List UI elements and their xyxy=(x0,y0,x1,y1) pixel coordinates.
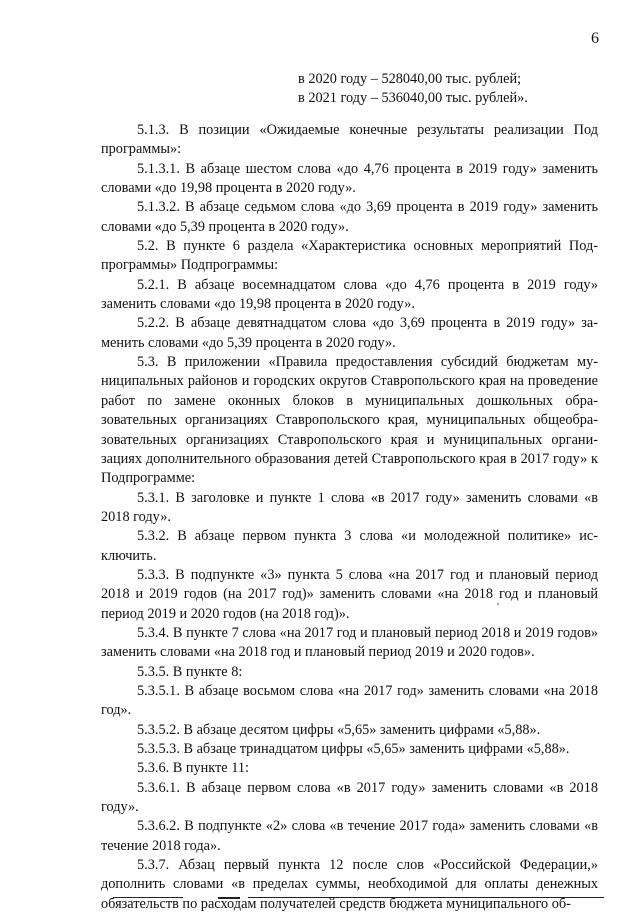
text-line: дение работ по замене оконных блоков в муниципальных дошкольных обра xyxy=(101,373,598,409)
text-line: программы»: xyxy=(101,141,182,158)
paragraph-5-2-2 xyxy=(101,314,598,353)
paragraph-5-2-1 xyxy=(101,276,598,315)
text-line: 5.3. В приложении «Правила предоставления субсидий бюджетам му xyxy=(137,354,598,371)
text-line: 2018 и 2019 годов (на 2017 год)» заменить словами «на 2018 год и плановый xyxy=(101,586,598,603)
paragraph-5-3-4 xyxy=(101,624,598,663)
text-line: 5.1.3. В позиции «Ожидаемые конечные результаты реализации Под xyxy=(137,122,598,138)
footer-rule-right xyxy=(248,897,604,898)
text-line: 5.2.1. В абзаце восемнадцатом слова «до 4,76 процента в 2019 году» xyxy=(137,276,598,293)
text-line: заменить словами «до 19,98 процента в 2020 году». xyxy=(101,296,415,313)
text-line: «в 2018 году». xyxy=(101,489,598,525)
paragraph-5-3-3 xyxy=(101,566,598,624)
paragraph-5-3 xyxy=(101,353,598,488)
text-line: нить словами «до 5,39 процента в 2020 году». xyxy=(101,199,598,235)
text-line: зациях дополнительного образования детей Ставропольского края в 2017 го xyxy=(101,450,566,467)
text-line: 5.3.6. В пункте 11: xyxy=(137,760,249,777)
text-line: 5.3.7. Абзац первый пункта 12 после слов «Российской Федерации,» xyxy=(137,857,598,874)
paragraph-5-1-3 xyxy=(101,121,598,160)
text-line: 5.3.5.1. В абзаце восьмом слова «на 2017 год» заменить словами xyxy=(137,682,539,699)
scan-speck xyxy=(497,603,499,605)
paragraph-5-3-5-1 xyxy=(101,682,598,721)
text-line: период 2019 и 2020 годов (на 2018 год)». xyxy=(101,605,350,622)
footer-rule-middle xyxy=(218,897,240,899)
paragraph-5-1-3-1 xyxy=(101,160,598,199)
paragraph-5-2 xyxy=(101,237,598,276)
footer-rule-left xyxy=(113,897,183,898)
text-line: зовательных организациях Ставропольского края и муниципальных органи xyxy=(101,431,598,448)
text-line: программы» Подпрограммы: xyxy=(101,257,279,274)
text-line: 5.3.1. В заголовке и пункте 1 слова «в 2017 году» заменить словами xyxy=(137,489,578,506)
text-line: ду» к Подпрограмме: xyxy=(101,450,598,487)
paragraph-5-3-6-2 xyxy=(101,817,598,856)
paragraph-5-3-7 xyxy=(101,856,598,914)
text-line: «на 2018 год». xyxy=(101,682,598,719)
page-number: 6 xyxy=(591,30,599,47)
budget-line-2021: в 2021 году – 536040,00 тыс. рублей». xyxy=(298,90,528,106)
text-line: 5.1.3.2. В абзаце седьмом слова «до 3,69 процента в 2019 году» заме xyxy=(137,199,570,216)
text-line: дополнить словами «в пределах суммы, необходимой для оплаты денежных xyxy=(101,876,598,893)
text-line: 5.2.2. В абзаце девятнадцатом слова «до 3,69 процента в 2019 году» за xyxy=(137,315,598,332)
budget-line-2020: в 2020 году – 528040,00 тыс. рублей; xyxy=(298,71,522,87)
document-body xyxy=(101,121,598,914)
text-line: ниципальных районов и городских округов Ставропольского края на прове xyxy=(101,373,563,390)
paragraph-5-3-2 xyxy=(101,527,598,566)
text-line: обязательств по расходам получателей средств бюджета муниципального об- xyxy=(101,895,571,912)
paragraph-5-3-5-3 xyxy=(101,740,598,759)
text-line: 5.1.3.1. В абзаце шестом слова «до 4,76 процента в 2019 году» заменить xyxy=(137,160,598,177)
paragraph-5-3-6 xyxy=(101,759,598,778)
text-line: 5.3.4. В пункте 7 слова «на 2017 год и плановый период 2018 и 2019 го xyxy=(137,624,570,641)
text-line: «в течение 2018 года». xyxy=(101,818,598,854)
text-line: 5.3.3. В подпункте «3» пункта 5 слова «на 2017 год и плановый период xyxy=(137,566,598,583)
text-line: 5.3.6.2. В подпункте «2» слова «в течение 2017 года» заменить словами xyxy=(137,818,580,835)
paragraph-5-3-1 xyxy=(101,489,598,528)
paragraph-5-3-5 xyxy=(101,663,598,682)
text-line: зовательных организациях Ставропольского края, муниципальных общеобра xyxy=(101,412,598,429)
text-line: 5.3.2. В абзаце первом пункта 3 слова «и молодежной политике» ис xyxy=(137,528,598,545)
paragraph-5-3-5-2 xyxy=(101,721,598,740)
text-line: 5.3.5.3. В абзаце тринадцатом цифры «5,65» заменить цифрами «5,88». xyxy=(137,741,570,757)
paragraph-5-3-6-1 xyxy=(101,779,598,818)
text-line: 5.2. В пункте 6 раздела «Характеристика основных мероприятий Под xyxy=(137,238,598,255)
text-line: 5.3.6.1. В абзаце первом слова «в 2017 году» заменить словами xyxy=(137,779,544,796)
text-line: ключить. xyxy=(101,547,157,564)
text-line: 5.3.5.2. В абзаце десятом цифры «5,65» заменить цифрами «5,88». xyxy=(137,721,541,738)
text-line: «в 2018 году». xyxy=(101,779,598,816)
text-line: дов» заменить словами «на 2018 год и плановый период 2019 и 2020 годов». xyxy=(101,624,598,661)
paragraph-5-1-3-2 xyxy=(101,198,598,237)
text-line: 5.3.5. В пункте 8: xyxy=(137,663,243,680)
text-line: менить словами «до 5,39 процента в 2020 году». xyxy=(101,334,396,351)
text-line: словами «до 19,98 процента в 2020 году». xyxy=(101,180,356,197)
budget-amounts xyxy=(298,70,528,108)
